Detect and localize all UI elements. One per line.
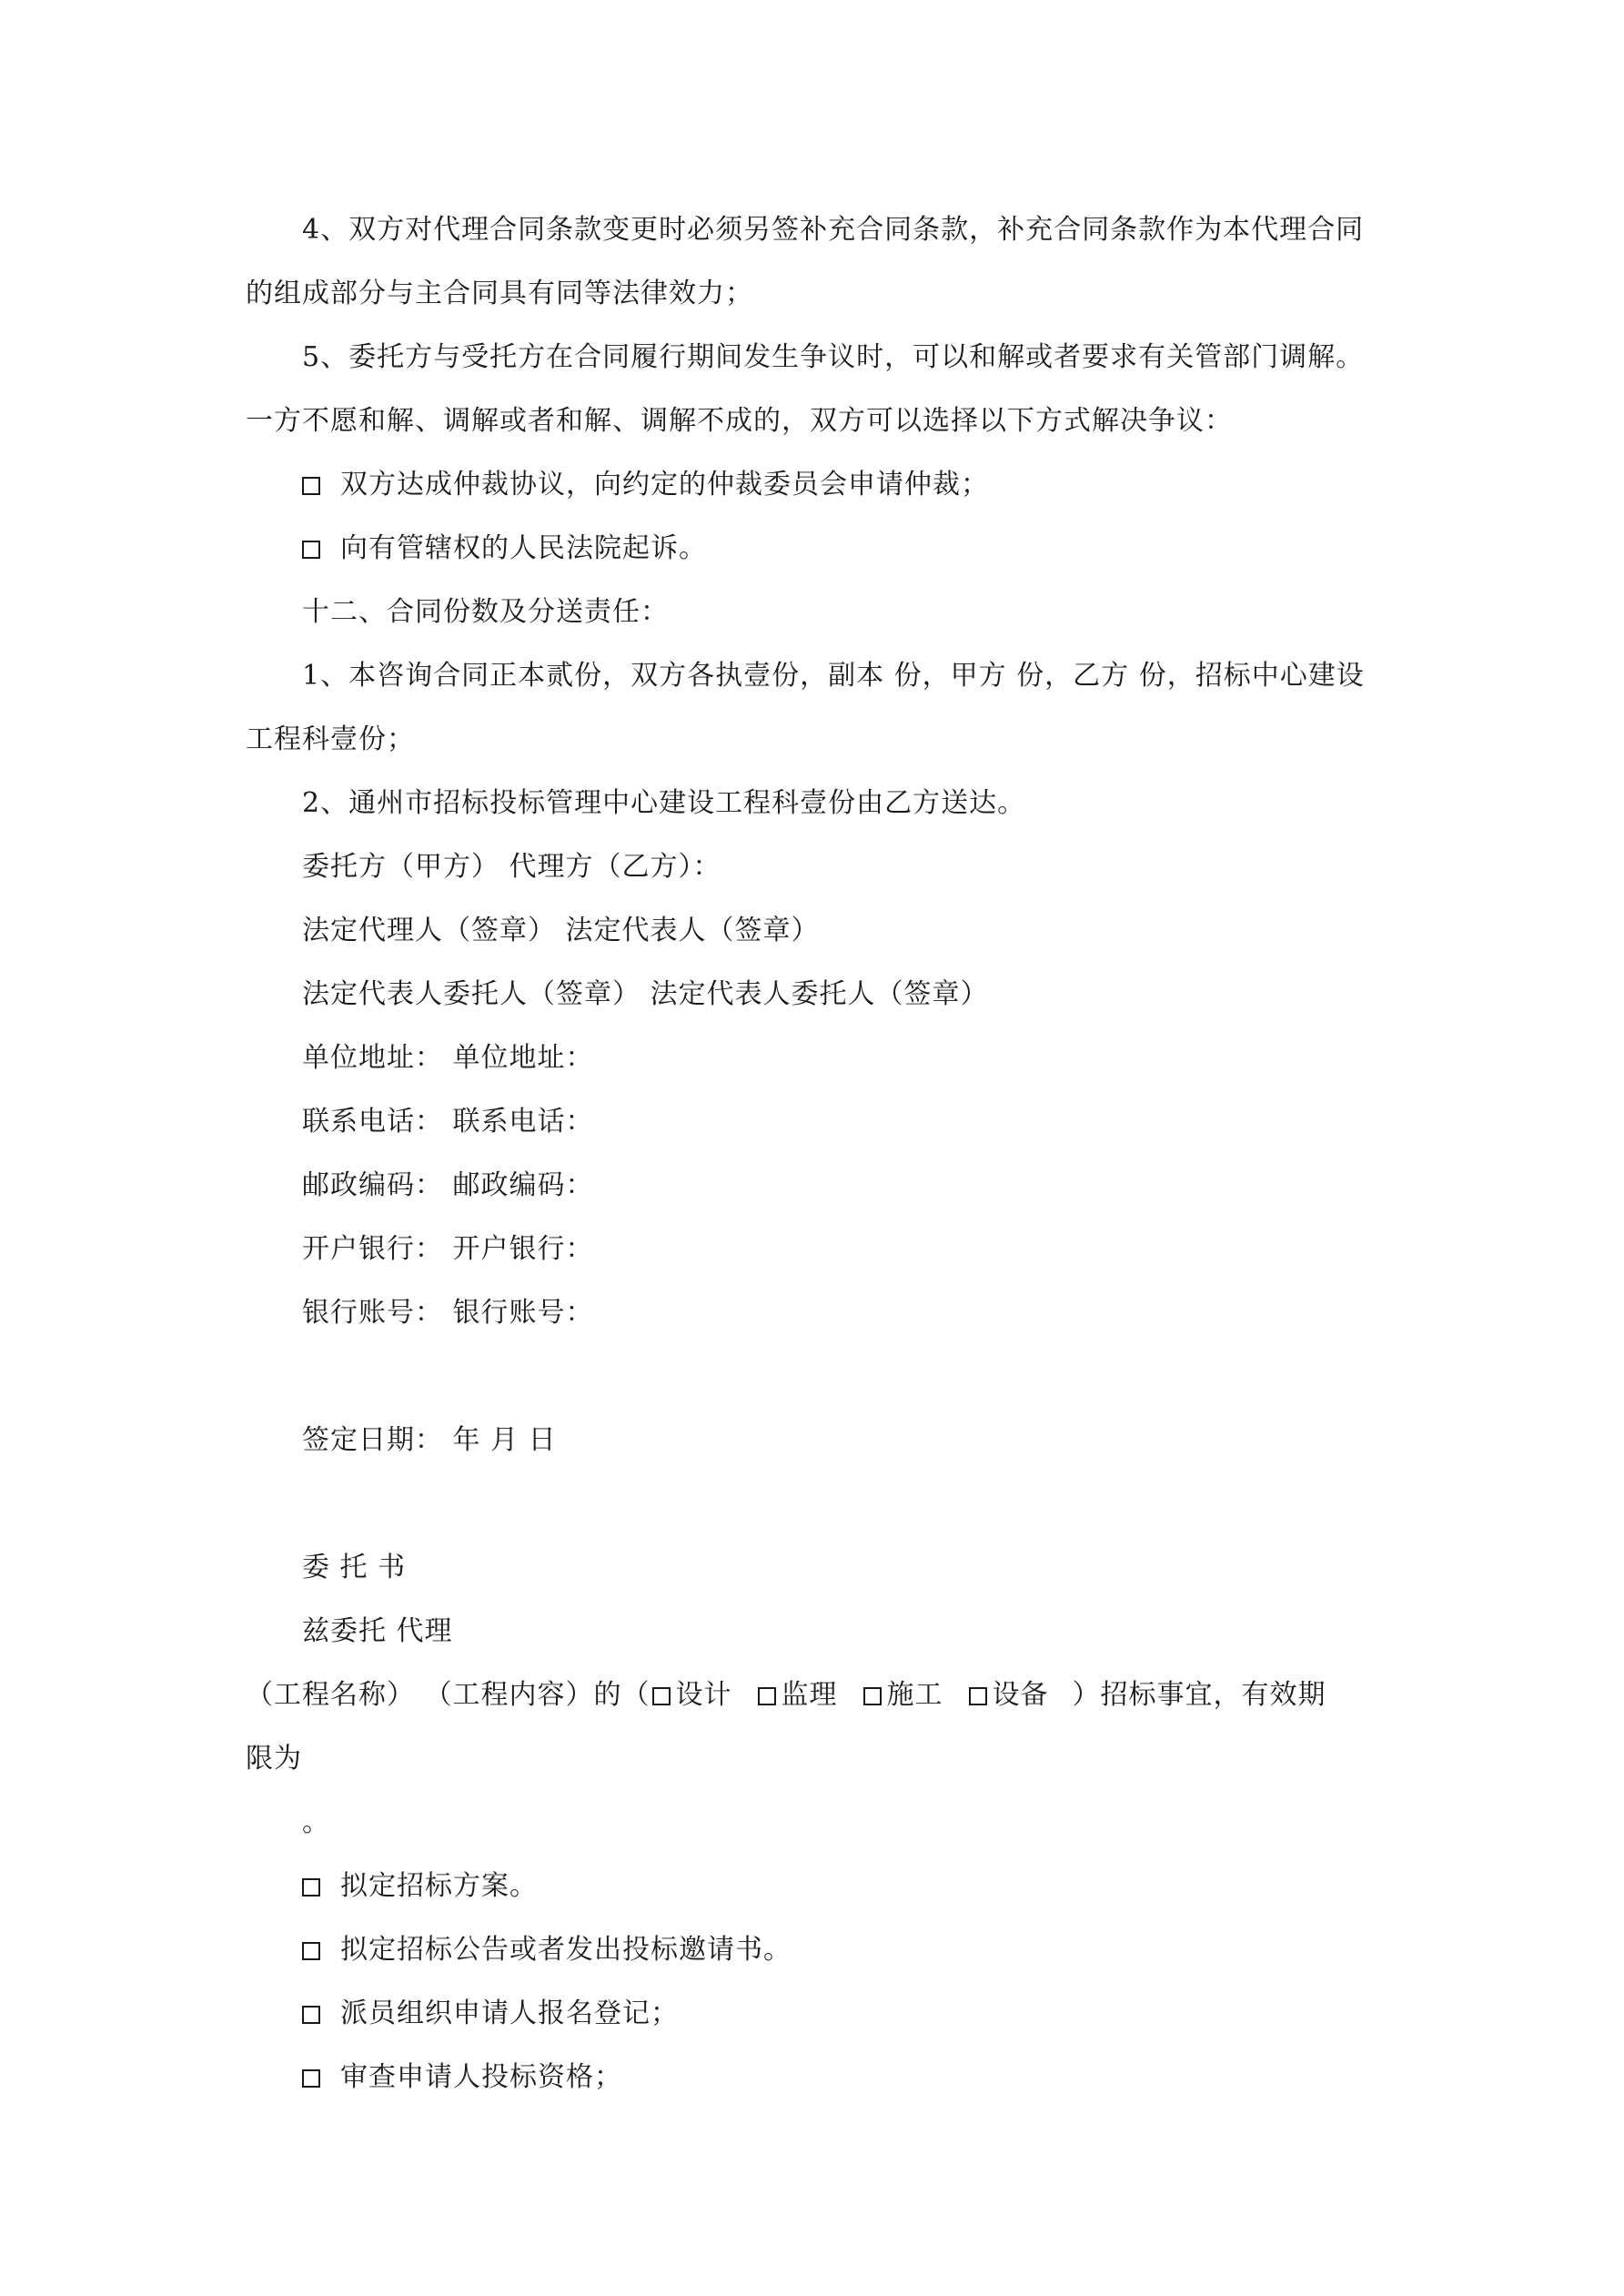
signature-phone: 联系电话： 联系电话： <box>302 1106 594 1138</box>
option-design-label: 设计 <box>675 1679 732 1711</box>
option-equipment-label: 设备 <box>992 1679 1049 1711</box>
signature-date: 签定日期： 年 月 日 <box>302 1424 557 1456</box>
task-label: 派员组织申请人报名登记； <box>340 1998 679 2029</box>
scope-suffix: ）招标事宜，有效期 <box>1072 1679 1326 1711</box>
signature-parties: 委托方（甲方） 代理方（乙方）： <box>302 851 721 883</box>
authorization-delegate-line: 兹委托 代理 <box>302 1615 453 1647</box>
authorization-period-end: 。 <box>302 1806 330 1838</box>
task-item <box>302 1932 792 1968</box>
option-arbitration <box>302 467 989 503</box>
option-construction-label: 施工 <box>886 1679 943 1711</box>
option-court-label: 向有管辖权的人民法院起诉。 <box>340 532 707 564</box>
section-12-heading: 十二、合同份数及分送责任： <box>302 596 669 628</box>
signature-delegate: 法定代表人委托人（签章） 法定代表人委托人（签章） <box>302 978 989 1010</box>
signature-address: 单位地址： 单位地址： <box>302 1042 594 1074</box>
checkbox-construction[interactable] <box>863 1687 882 1705</box>
option-supervision-label: 监理 <box>781 1679 838 1711</box>
task-label: 拟定招标方案。 <box>340 1870 538 1902</box>
clause-4-line-2: 的组成部分与主合同具有同等法律效力； <box>246 278 753 309</box>
checkbox-court[interactable] <box>302 541 320 559</box>
authorization-scope-line-2: 限为 <box>246 1743 302 1775</box>
checkbox-supervision[interactable] <box>758 1687 776 1705</box>
authorization-title: 委 托 书 <box>302 1552 407 1583</box>
task-label: 拟定招标公告或者发出投标邀请书。 <box>340 1934 792 1966</box>
checkbox-equipment[interactable] <box>969 1687 987 1705</box>
checkbox-task-4[interactable] <box>302 2069 320 2088</box>
signature-account: 银行账号： 银行账号： <box>302 1297 594 1329</box>
task-label: 审查申请人投标资格； <box>340 2061 622 2093</box>
section-12-item-1-line-2: 工程科壹份； <box>246 723 415 755</box>
signature-postcode: 邮政编码： 邮政编码： <box>302 1169 594 1201</box>
checkbox-arbitration[interactable] <box>302 477 320 495</box>
option-arbitration-label: 双方达成仲裁协议，向约定的仲裁委员会申请仲裁； <box>340 469 989 501</box>
clause-5-line-2: 一方不愿和解、调解或者和解、调解不成的，双方可以选择以下方式解决争议： <box>246 405 1233 437</box>
authorization-scope-line-1 <box>246 1677 1326 1714</box>
scope-prefix: （工程名称） （工程内容）的（ <box>246 1679 651 1711</box>
checkbox-task-1[interactable] <box>302 1878 320 1896</box>
option-court <box>302 531 707 567</box>
signature-legal-agent: 法定代理人（签章） 法定代表人（签章） <box>302 915 820 946</box>
task-item <box>302 1996 679 2032</box>
checkbox-task-3[interactable] <box>302 2006 320 2024</box>
section-12-item-1-line-1: 1、本咨询合同正本贰份，双方各执壹份，副本 份，甲方 份，乙方 份，招标中心建设 <box>302 660 1365 692</box>
signature-bank: 开户银行： 开户银行： <box>302 1233 594 1265</box>
task-item <box>302 1868 538 1905</box>
clause-4-line-1: 4、双方对代理合同条款变更时必须另签补充合同条款，补充合同条款作为本代理合同 <box>302 214 1365 246</box>
section-12-item-2: 2、通州市招标投标管理中心建设工程科壹份由乙方送达。 <box>302 787 1026 819</box>
clause-5-line-1: 5、委托方与受托方在合同履行期间发生争议时，可以和解或者要求有关管部门调解。 <box>302 341 1365 373</box>
checkbox-design[interactable] <box>652 1687 671 1705</box>
checkbox-task-2[interactable] <box>302 1942 320 1960</box>
task-item <box>302 2059 622 2096</box>
